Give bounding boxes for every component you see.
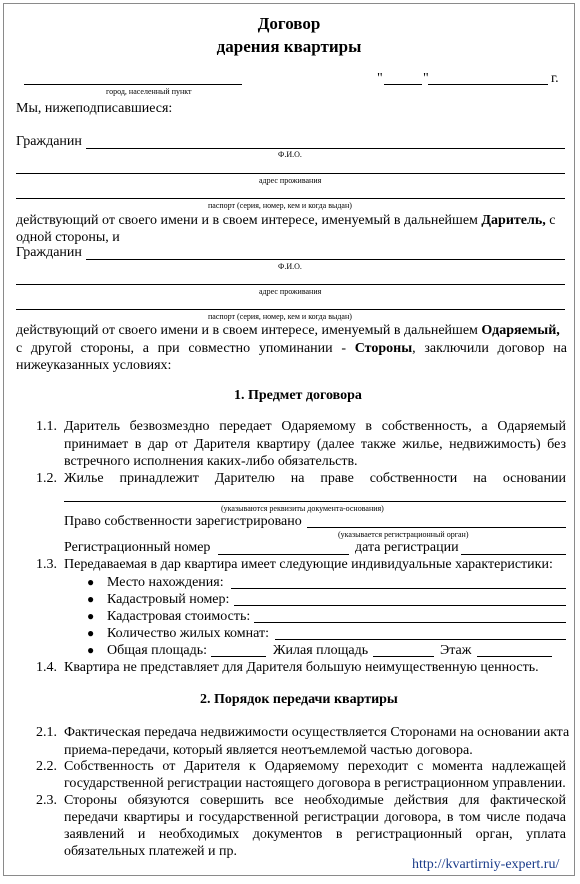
p12-registered-line: [307, 527, 566, 528]
party1-fio-line: [86, 148, 565, 149]
bullet-2: ●: [87, 592, 95, 606]
party2-passport-caption: паспорт (серия, номер, кем и когда выдан): [208, 312, 352, 321]
p11-line3: встречного исполнения каких-либо обязательств.: [64, 454, 358, 469]
b5-floor-line: [477, 656, 552, 657]
date-quote-close: ": [423, 71, 429, 86]
p12-registered-caption: (указывается регистрационный орган): [338, 530, 469, 539]
party2-passport-line: [16, 309, 565, 310]
p22-line1: Собственность от Дарителя к Одаряемому переходит с момента надлежащей: [64, 759, 566, 774]
date-year-suffix: г.: [551, 71, 559, 86]
p12-regdate-line: [461, 554, 566, 555]
b3-label: Кадастровая стоимость:: [107, 609, 251, 624]
b2-line: [234, 605, 566, 606]
p22-line2: государственной регистрации настоящего договора в регистрационном управлении.: [64, 776, 566, 791]
p12-basis-line: [64, 501, 566, 502]
section1-heading: 1. Предмет договора: [234, 388, 362, 403]
date-day-line: [384, 84, 422, 85]
p14-number: 1.4.: [36, 660, 57, 675]
date-month-year-line: [428, 84, 548, 85]
party2-role-line3: нижеуказанных условиях:: [16, 358, 172, 373]
p14-line1: Квартира не представляет для Дарителя большую неимущественную ценность.: [64, 660, 539, 675]
party1-address-caption: адрес проживания: [259, 176, 322, 185]
intro-text: Мы, нижеподписавшиеся:: [16, 101, 173, 116]
p13-number: 1.3.: [36, 557, 57, 572]
p12-registered-label: Право собственности зарегистрировано: [64, 514, 302, 529]
party2-role-line2: с другой стороны, а при совместно упоминании - Стороны, заключили договор на: [16, 341, 567, 356]
b5-living-label: Жилая площадь: [273, 643, 369, 658]
p23-line2: передачи квартиры и государственной регистрации договора, в том числе подача: [64, 810, 566, 825]
p11-line1: Даритель безвозмездно передает Одаряемому в собственность, а Одаряемый: [64, 419, 566, 434]
city-caption: город, населенный пункт: [106, 87, 192, 96]
party1-address-line: [16, 173, 565, 174]
party1-role-line2: одной стороны, и: [16, 230, 120, 245]
p12-regnum-label: Регистрационный номер: [64, 540, 211, 555]
doc-title: Договор: [257, 14, 321, 33]
bullet-4: ●: [87, 626, 95, 640]
p12-regdate-label: дата регистрации: [355, 540, 459, 555]
party2-address-caption: адрес проживания: [259, 287, 322, 296]
party1-fio-caption: Ф.И.О.: [278, 150, 302, 159]
party1-role-line1: действующий от своего имени и в своем интересе, именуемый в дальнейшем Даритель, с: [16, 213, 556, 228]
p11-line2: принимает в дар от Дарителя квартиру (далее также жилье, недвижимость) без: [64, 437, 566, 452]
p13-line1: Передаваемая в дар квартира имеет следующие индивидуальные характеристики:: [64, 557, 553, 572]
p11-number: 1.1.: [36, 419, 57, 434]
p23-line1: Стороны обязуются совершить все необходимые действия для фактической: [64, 793, 566, 808]
b5-total-line: [211, 656, 266, 657]
doc-subtitle: дарения квартиры: [216, 37, 362, 56]
footer-site-link[interactable]: http://kvartirniy-expert.ru/: [412, 857, 560, 872]
p12-number: 1.2.: [36, 471, 57, 486]
bullet-1: ●: [87, 575, 95, 589]
date-quote-open: ": [377, 71, 383, 86]
b5-floor-label: Этаж: [440, 643, 472, 658]
section2-heading: 2. Порядок передачи квартиры: [200, 692, 398, 707]
b5-total-label: Общая площадь:: [107, 643, 208, 658]
party2-fio-line: [86, 259, 565, 260]
document-page: [3, 3, 575, 876]
b2-label: Кадастровый номер:: [107, 592, 230, 607]
p12-line1: Жилье принадлежит Дарителю на праве собственности на основании: [64, 471, 566, 486]
party2-fio-caption: Ф.И.О.: [278, 262, 302, 271]
city-line: [24, 84, 242, 85]
b4-line: [275, 639, 566, 640]
p21-line1: Фактическая передача недвижимости осуществляется Сторонами на основании акта: [64, 725, 570, 740]
party2-address-line: [16, 284, 565, 285]
party1-label: Гражданин: [16, 134, 82, 149]
p22-number: 2.2.: [36, 759, 57, 774]
p23-line3: заявлений и необходимых документов в регистрационный орган, уплата: [64, 827, 566, 842]
p12-basis-caption: (указываются реквизиты документа-основания): [221, 504, 384, 513]
p21-line2: приема-передачи, который является неотъемлемой частью договора.: [64, 743, 473, 758]
b4-label: Количество жилых комнат:: [107, 626, 269, 641]
party1-passport-line: [16, 198, 565, 199]
party2-role-line1: действующий от своего имени и в своем интересе, именуемый в дальнейшем Одаряемый,: [16, 323, 560, 338]
party2-label: Гражданин: [16, 245, 82, 260]
party1-passport-caption: паспорт (серия, номер, кем и когда выдан): [208, 201, 352, 210]
b1-label: Место нахождения:: [107, 575, 224, 590]
bullet-3: ●: [87, 609, 95, 623]
p23-number: 2.3.: [36, 793, 57, 808]
b3-line: [254, 622, 566, 623]
p23-line4: обязательных платежей и пр.: [64, 844, 238, 859]
p21-number: 2.1.: [36, 725, 57, 740]
bullet-5: ●: [87, 643, 95, 657]
b5-living-line: [373, 656, 434, 657]
p12-regnum-line: [218, 554, 349, 555]
b1-line: [231, 588, 566, 589]
